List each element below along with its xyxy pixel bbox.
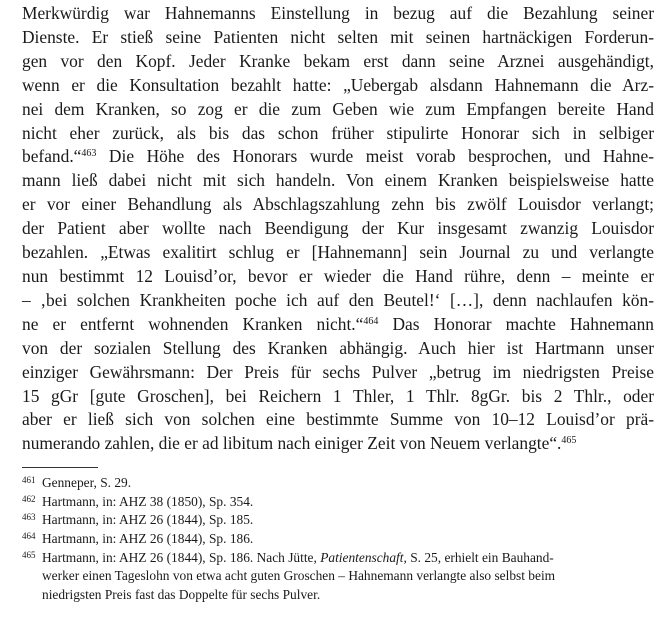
footnote-text: Hartmann, in: AHZ 38 (1850), Sp. 354. [42,493,254,509]
footnote-463 [22,511,654,530]
footnote-ref-463[interactable]: 463 [81,148,97,160]
footnote-text: Hartmann, in: AHZ 26 (1844), Sp. 185. [42,512,254,528]
text-line: nun bestimmt 12 Louisd’or, bevor er wieder die Hand rühre, denn – meinte er [22,265,654,286]
text-line: nei dem Kranken, so zog er die zum Geben wie zum Empfangen bereite Hand [22,98,654,119]
text-line: bezahlen. „Etwas exalitirt schlug er [Hahnemann] sein Journal zu und verlangte [22,242,654,263]
footnote-divider [22,467,98,468]
text-line: einziger Gewährsmann: Der Preis für sechs Pulver „betrug im niedrigsten Preise [22,361,654,382]
footnote-number: 463 [22,512,36,523]
text-line: gen vor den Kopf. Jeder Kranke bekam erst dann seine Arznei ausgehändigt, [22,50,654,71]
text-line: er vor einer Behandlung als Abschlagszahlung zehn bis zwölf Louisdor verlangt; [22,194,654,215]
footnotes [22,474,654,604]
footnote-number: 464 [22,531,36,541]
footnote-text: Genneper, S. 29. [42,475,132,491]
footnote-465 [22,549,654,605]
text-line: numerando zahlen, die er ad libitum nach einiger Zeit von Neuem verlangte“.$^{465}$ [22,433,577,454]
footnote-number: 465 [22,549,36,560]
text-line: von der sozialen Stellung des Kranken abhängig. Auch hier ist Hartmann unser [22,337,654,358]
footnote-number: 462 [22,493,36,504]
footnote-462 [22,493,654,512]
footnote-ref-464[interactable]: 464 [363,315,379,327]
text-line: nicht eher zurück, als bis das schon früher stipulirte Honorar sich in selbiger [22,122,654,143]
footnote-number: 461 [22,475,36,486]
text-line: mann ließ dabei nicht mit sich handeln. Von einem Kranken beispielsweise hatte [22,170,654,191]
text-line: ne er entfernt wohnenden Kranken nicht.“$^{464}$ Das Honorar machte Hahnemann [22,313,654,334]
text-line: – ‚bei solchen Krankheiten poche ich auf den Beutel!‘ […], denn nachlaufen kön- [22,289,654,310]
footnote-461 [22,474,654,493]
text-line: befand.“$^{463}$ Die Höhe des Honorars wurde meist vorab besprochen, und Hahne- [22,146,654,167]
text-line: der Patient aber wollte nach Beendigung der Kur insgesamt zwanzig Louisdor [22,218,654,239]
cited-title: Patientenschaft [320,549,404,565]
text-line: Dienste. Er stieß seine Patienten nicht selten mit seinen hartnäckigen Forderun- [22,26,654,47]
text-line: aber er ließ sich von solchen eine bestimmte Summe von 10–12 Louisd’or prä- [22,409,654,430]
footnote-ref-465[interactable]: 465 [561,435,577,447]
footnote-text: Hartmann, in: AHZ 26 (1844), Sp. 186. [42,531,254,546]
text-line: Merkwürdig war Hahnemanns Einstellung in bezug auf die Bezahlung seiner [22,3,654,23]
footnote-464 [22,530,654,549]
body-paragraph [22,2,654,456]
footnote-text: Hartmann, in: AHZ 26 (1844), Sp. 186. Nach Jütte, Patientenschaft, S. 25, erhielt ein Bauhand- werker einen Tageslohn von etwa acht guten Groschen – Hahnemann verlangte also selbst beim niedrigsten Preis fast das Doppelte für sechs Pulver. [42,549,556,602]
document-page [22,2,654,604]
text-line: wenn er die Konsultation bezahlt hatte: „Uebergab alsdann Hahnemann die Arz- [22,74,654,95]
text-line: 15 gGr [gute Groschen], bei Reichern 1 Thler, 1 Thlr. 8gGr. bis 2 Thlr., oder [22,385,654,406]
